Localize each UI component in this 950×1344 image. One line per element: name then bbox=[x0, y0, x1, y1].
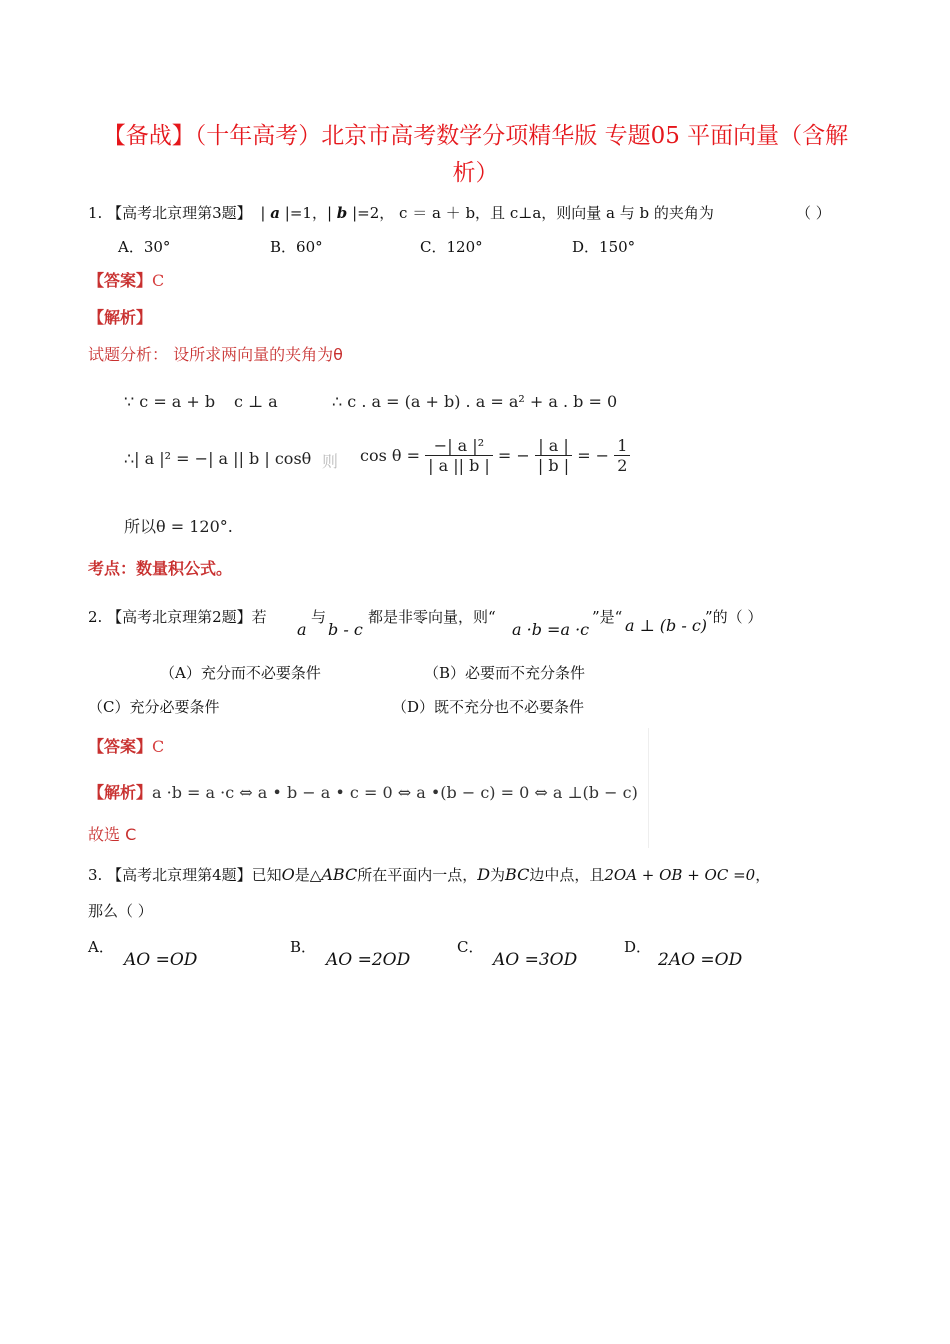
q1-paren: （ ） bbox=[796, 204, 831, 222]
q1-var-a: a bbox=[270, 204, 280, 222]
q1-number: 1. bbox=[88, 204, 103, 222]
q2-text3: 都是非零向量，则“ bbox=[368, 608, 496, 626]
q3-number: 3. bbox=[88, 866, 103, 884]
q2-var-bc: b - c bbox=[328, 620, 363, 639]
q3-option-d-letter: D． bbox=[624, 938, 652, 956]
q1-var-b: b bbox=[336, 204, 348, 222]
q2-cond2: a ⊥ (b - c) bbox=[625, 616, 708, 635]
q2-option-c: （C）充分必要条件 bbox=[88, 698, 220, 716]
q1-formula-line1-c: ∴ c . a = (a + b) . a = a² + a . b = 0 bbox=[332, 392, 618, 411]
q2-source: 【高考北京理第2题】 bbox=[107, 608, 252, 626]
q2-text4: ”是“ bbox=[592, 608, 623, 626]
q3-option-a-value: AO =OD bbox=[124, 950, 198, 970]
q2-text1: 若 bbox=[251, 608, 267, 626]
q3-source: 【高考北京理第4题】 bbox=[107, 866, 252, 884]
q3-option-c-value: AO =3OD bbox=[493, 950, 578, 970]
q2-text2: 与 bbox=[311, 608, 327, 626]
q3-segment-bc: BC bbox=[505, 865, 530, 884]
q2-var-a: a bbox=[297, 620, 307, 639]
q2-answer bbox=[88, 734, 164, 757]
q1-eq-minus-2: = − bbox=[577, 446, 610, 465]
q1-kaodian: 考点：数量积公式。 bbox=[88, 559, 233, 578]
q3-text2: 是△ bbox=[294, 866, 322, 884]
q3-option-c-letter: C． bbox=[457, 938, 484, 956]
q1-cos-label: cos θ = bbox=[360, 446, 421, 465]
q2-answer-value: C bbox=[152, 737, 165, 756]
q3-line2: 那么（ ） bbox=[88, 902, 153, 920]
q2-answer-label: 【答案】 bbox=[88, 737, 153, 756]
q3-option-d-value: 2AO =OD bbox=[658, 950, 743, 970]
q2-stem bbox=[88, 606, 267, 627]
q2-conclusion: 故选 C bbox=[88, 825, 137, 844]
q3-point-d: D bbox=[477, 865, 491, 884]
q1-formula-line2-a: ∴| a |² = −| a || b | cosθ bbox=[124, 449, 312, 468]
q1-fraction-1-num: −| a |² bbox=[425, 436, 493, 456]
q1-fraction-1 bbox=[425, 436, 493, 475]
q1-fraction-3 bbox=[614, 436, 630, 475]
q1-answer-label: 【答案】 bbox=[88, 271, 153, 290]
document-title: 【备战】（十年高考）北京市高考数学分项精华版 专题05 平面向量（含解析） bbox=[102, 123, 849, 186]
q2-text5: ”的（ ） bbox=[705, 608, 763, 626]
q1-option-b: B．60° bbox=[270, 238, 323, 256]
q3-triangle-abc: ABC bbox=[321, 865, 358, 884]
q2-analysis-label: 【解析】 bbox=[88, 783, 153, 802]
q1-fraction-2-num: | a | bbox=[535, 436, 572, 456]
q3-text1: 已知 bbox=[251, 866, 282, 884]
q1-stem: 1. 【高考北京理第3题】 | a |=1，| b |=2， c ＝ a ＋ b，且 c⊥a，则向量 a 与 b 的夹角为 bbox=[88, 204, 714, 222]
q1-fraction-3-num: 1 bbox=[614, 436, 630, 456]
q1-option-c: C．120° bbox=[420, 238, 483, 256]
q2-number: 2. bbox=[88, 608, 103, 626]
q2-option-a: （A）充分而不必要条件 bbox=[160, 664, 321, 682]
scan-edge-divider bbox=[648, 728, 649, 848]
q1-answer-value: C bbox=[152, 271, 165, 290]
q1-formula-line2-b bbox=[360, 436, 630, 475]
q1-condition: c ＝ a ＋ b，且 c⊥a，则向量 a 与 b 的夹角为 bbox=[399, 204, 714, 222]
q3-option-a-letter: A． bbox=[88, 938, 114, 956]
q1-conclusion: 所以θ = 120°. bbox=[124, 517, 233, 536]
q1-eq2: |=2， bbox=[352, 204, 395, 222]
q1-analysis-intro: 试题分析： 设所求两向量的夹角为θ bbox=[88, 345, 343, 364]
q3-option-b-letter: B． bbox=[290, 938, 317, 956]
q2-option-d: （D）既不充分也不必要条件 bbox=[392, 698, 585, 716]
q1-option-a: A．30° bbox=[118, 238, 171, 256]
q3-text3: 所在平面内一点， bbox=[357, 866, 478, 884]
q3-condition: 2OA + OB + OC =0 bbox=[604, 866, 756, 884]
q3-option-b-value: AO =2OD bbox=[326, 950, 411, 970]
q1-option-d: D．150° bbox=[572, 238, 636, 256]
q1-eq-minus-1: = − bbox=[497, 446, 530, 465]
q3-text4: 为 bbox=[490, 866, 506, 884]
q1-formula-then: 则 bbox=[322, 452, 339, 471]
q3-point-o: O bbox=[281, 865, 295, 884]
q1-formula-line1-b: c ⊥ a bbox=[234, 392, 278, 411]
q1-fraction-1-den: | a || b | bbox=[428, 456, 490, 475]
q2-option-b: （B）必要而不充分条件 bbox=[424, 664, 586, 682]
q1-source: 【高考北京理第3题】 bbox=[107, 204, 252, 222]
q2-analysis-formula: a ·b = a ·c ⇔ a • b − a • c = 0 ⇔ a •(b − c) = 0 ⇔ a ⊥(b − c) bbox=[152, 783, 638, 802]
q1-eq1: |=1，| bbox=[284, 204, 333, 222]
q1-formula-line1-a: ∵ c = a + b bbox=[124, 392, 216, 411]
q3-text6: ， bbox=[755, 866, 771, 884]
q2-cond1: a ·b =a ·c bbox=[512, 620, 590, 639]
q2-analysis bbox=[88, 780, 638, 803]
q1-answer bbox=[88, 268, 164, 291]
q3-text5: 边中点，且 bbox=[529, 866, 605, 884]
q1-analysis-label: 【解析】 bbox=[88, 308, 153, 327]
q1-fraction-2 bbox=[535, 436, 572, 475]
q3-stem bbox=[88, 864, 770, 885]
q1-fraction-3-den: 2 bbox=[617, 456, 628, 475]
q1-fraction-2-den: | b | bbox=[537, 456, 570, 475]
